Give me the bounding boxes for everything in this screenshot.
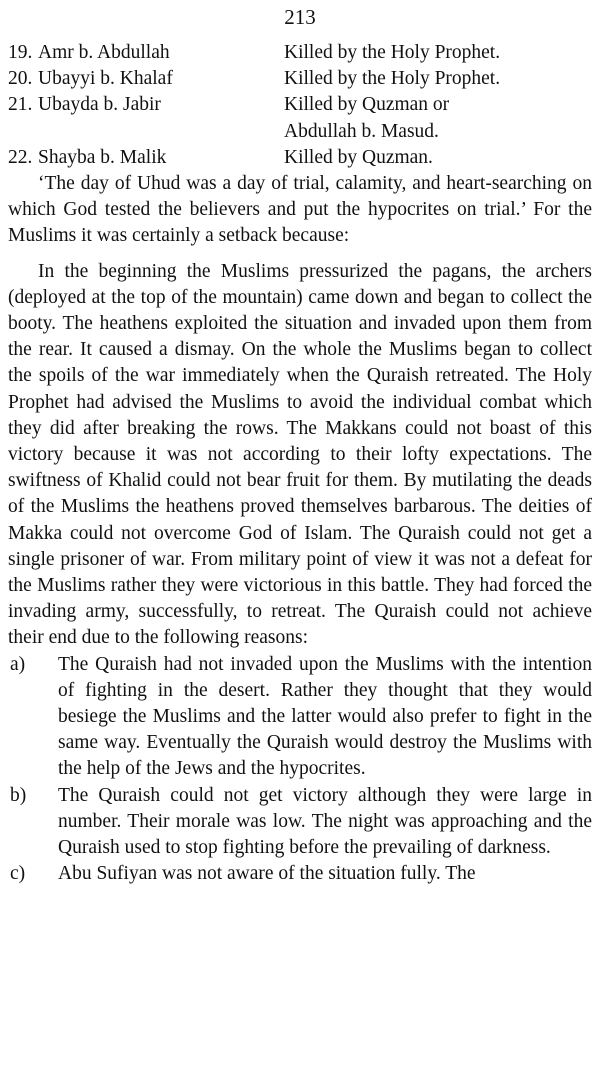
item-text: The Quraish had not invaded upon the Muslims with the intention of fighting in the desert. Rather they thought that they would besiege the Muslims and the latter would also prefer to fight in the same way. Eventually the Quraish would destroy the Muslims with the help of the Jews and the hypocrites.: [58, 653, 592, 780]
quote-paragraph: ‘The day of Uhud was a day of trial, calamity, and heart-searching on which God tested the believers and put the hypocrites on trial.’ For the Muslims it was certainly a setback because:: [8, 172, 592, 247]
person-name: Amr b. Abdullah: [38, 42, 170, 63]
item-text: The Quraish could not get victory although they were large in number. Their morale was low. The night was approaching and the Quraish used to stop fighting before the prevailing of darkness.: [58, 784, 592, 859]
list-item-continuation: [8, 119, 592, 145]
item-number: 19.: [8, 42, 33, 63]
person-name: Ubayda b. Jabir: [38, 94, 161, 116]
kill-note: Killed by the Holy Prophet.: [284, 68, 501, 90]
casualty-list: [8, 40, 592, 171]
kill-note: Killed by the Holy Prophet.: [284, 42, 501, 63]
page-number: 213: [284, 5, 316, 29]
person-name: Shayba b. Malik: [38, 146, 167, 168]
item-number: 21.: [8, 94, 33, 116]
item-marker: c): [10, 863, 26, 885]
reasons-list: [8, 652, 592, 888]
item-number: [8, 119, 32, 145]
body-paragraph: In the beginning the Muslims pressurized the pagans, the archers (deployed at the top of the mountain) came down and began to collect the booty. The heathens exploited the situation and invaded upon them from the rear. It caused a dismay. On the whole the Muslims began to collect the spoils of the war immediately when the Quraish retreated. The Holy Prophet had advised the Muslims to avoid the individual combat which they did after breaking the rows. The Makkans could not boast of this victory because it was not according to their lofty expectations. The swiftness of Khalid could not bear fruit for them. By mutilating the deads of the Muslims the heathens proved themselves barbarous. The deities of Makka could not overcome God of Islam. The Quraish could not get a single prisoner of war. From military point of view it was not a defeat for the Muslims rather they were victorious in this battle. They had forced the invading army, successfully, to retreat. The Quraish could not achieve their end due to the following reasons:: [8, 260, 592, 649]
item-marker: b): [10, 784, 27, 806]
kill-note: Abdullah b. Masud.: [284, 120, 439, 142]
list-item: [8, 652, 592, 783]
person-name: Ubayyi b. Khalaf: [38, 68, 173, 90]
list-item: [8, 861, 592, 887]
person-name: [32, 119, 284, 145]
item-number: 20.: [8, 68, 33, 90]
item-number: 22.: [8, 146, 33, 168]
list-item: [8, 66, 592, 92]
list-item: [8, 783, 592, 862]
list-item: [8, 40, 592, 66]
kill-note: Killed by Quzman.: [284, 146, 433, 168]
list-item: [8, 92, 592, 118]
item-text: Abu Sufiyan was not aware of the situation fully. The: [58, 863, 476, 885]
list-item: [8, 145, 592, 171]
kill-note: Killed by Quzman or: [284, 94, 450, 116]
item-marker: a): [10, 653, 26, 675]
